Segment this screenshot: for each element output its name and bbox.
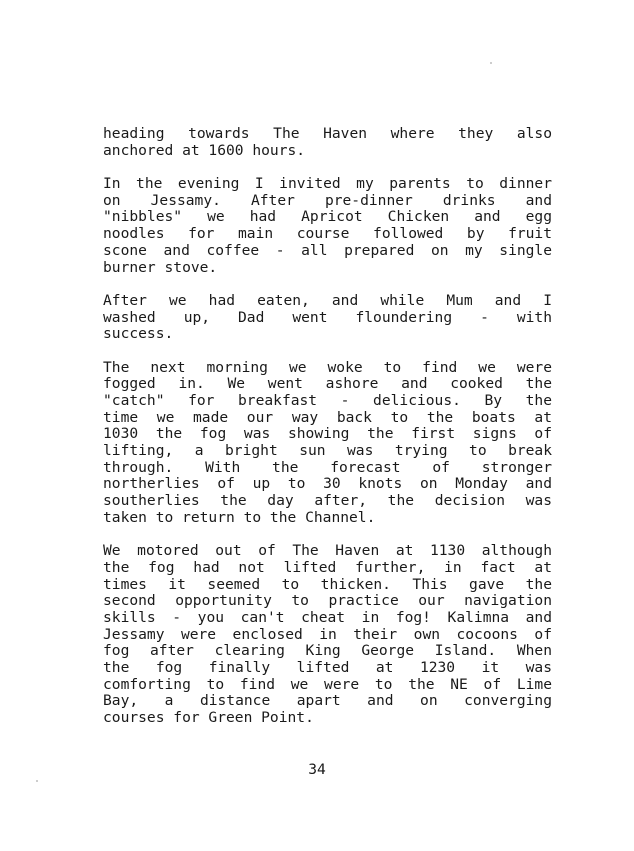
paragraph <box>103 543 552 727</box>
text-line: southerlies the day after, the decision was <box>103 492 552 510</box>
text-line: skills - you can't cheat in fog! Kalimna and <box>103 608 552 626</box>
text-line: times it seemed to thicken. This gave the <box>103 575 552 593</box>
text-line: the fog finally lifted at 1230 it was <box>103 659 552 676</box>
text-line: taken to return to the Channel. <box>103 508 376 526</box>
paragraph <box>103 126 552 159</box>
text-line: The next morning we woke to find we were <box>103 358 552 376</box>
text-line: "catch" for breakfast - delicious. By the <box>103 392 552 409</box>
scan-speck <box>36 780 38 782</box>
text-line: We motored out of The Haven at 1130 although <box>103 542 552 560</box>
text-line: time we made our way back to the boats at <box>103 408 552 426</box>
text-line: through. With the forecast of stronger <box>103 458 552 476</box>
text-line: the fog had not lifted further, in fact at <box>103 558 552 576</box>
text-line: "nibbles" we had Apricot Chicken and egg <box>103 208 552 226</box>
paragraph <box>103 360 552 527</box>
scan-speck <box>490 62 492 64</box>
text-line: second opportunity to practice our navigation <box>103 592 552 610</box>
text-line: noodles for main course followed by fruit <box>103 225 552 243</box>
text-line: washed up, Dad went floundering - with <box>103 308 552 326</box>
text-line: burner stove. <box>103 258 218 276</box>
text-line: courses for Green Point. <box>103 709 314 727</box>
text-line: on Jessamy. After pre-dinner drinks and <box>103 191 552 209</box>
text-line: lifting, a bright sun was trying to break <box>103 442 552 460</box>
body-text <box>103 126 552 743</box>
paragraph <box>103 176 552 276</box>
text-line: 1030 the fog was showing the first signs of <box>103 425 552 443</box>
text-line: comforting to find we were to the NE of Lime <box>103 675 552 693</box>
text-line: After we had eaten, and while Mum and I <box>103 291 552 309</box>
text-line: scone and coffee - all prepared on my single <box>103 241 552 259</box>
text-line: heading towards The Haven where they also <box>103 125 552 142</box>
text-line: success. <box>103 325 174 343</box>
text-line: anchored at 1600 hours. <box>103 141 306 159</box>
text-line: Jessamy were enclosed in their own cocoons of <box>103 625 552 643</box>
text-line: fogged in. We went ashore and cooked the <box>103 375 552 393</box>
text-line: In the evening I invited my parents to dinner <box>103 175 552 193</box>
text-line: northerlies of up to 30 knots on Monday and <box>103 475 552 493</box>
paragraph <box>103 293 552 343</box>
text-line: fog after clearing King George Island. When <box>103 642 552 660</box>
page-number: 34 <box>308 761 326 778</box>
text-line: Bay, a distance apart and on converging <box>103 692 552 710</box>
